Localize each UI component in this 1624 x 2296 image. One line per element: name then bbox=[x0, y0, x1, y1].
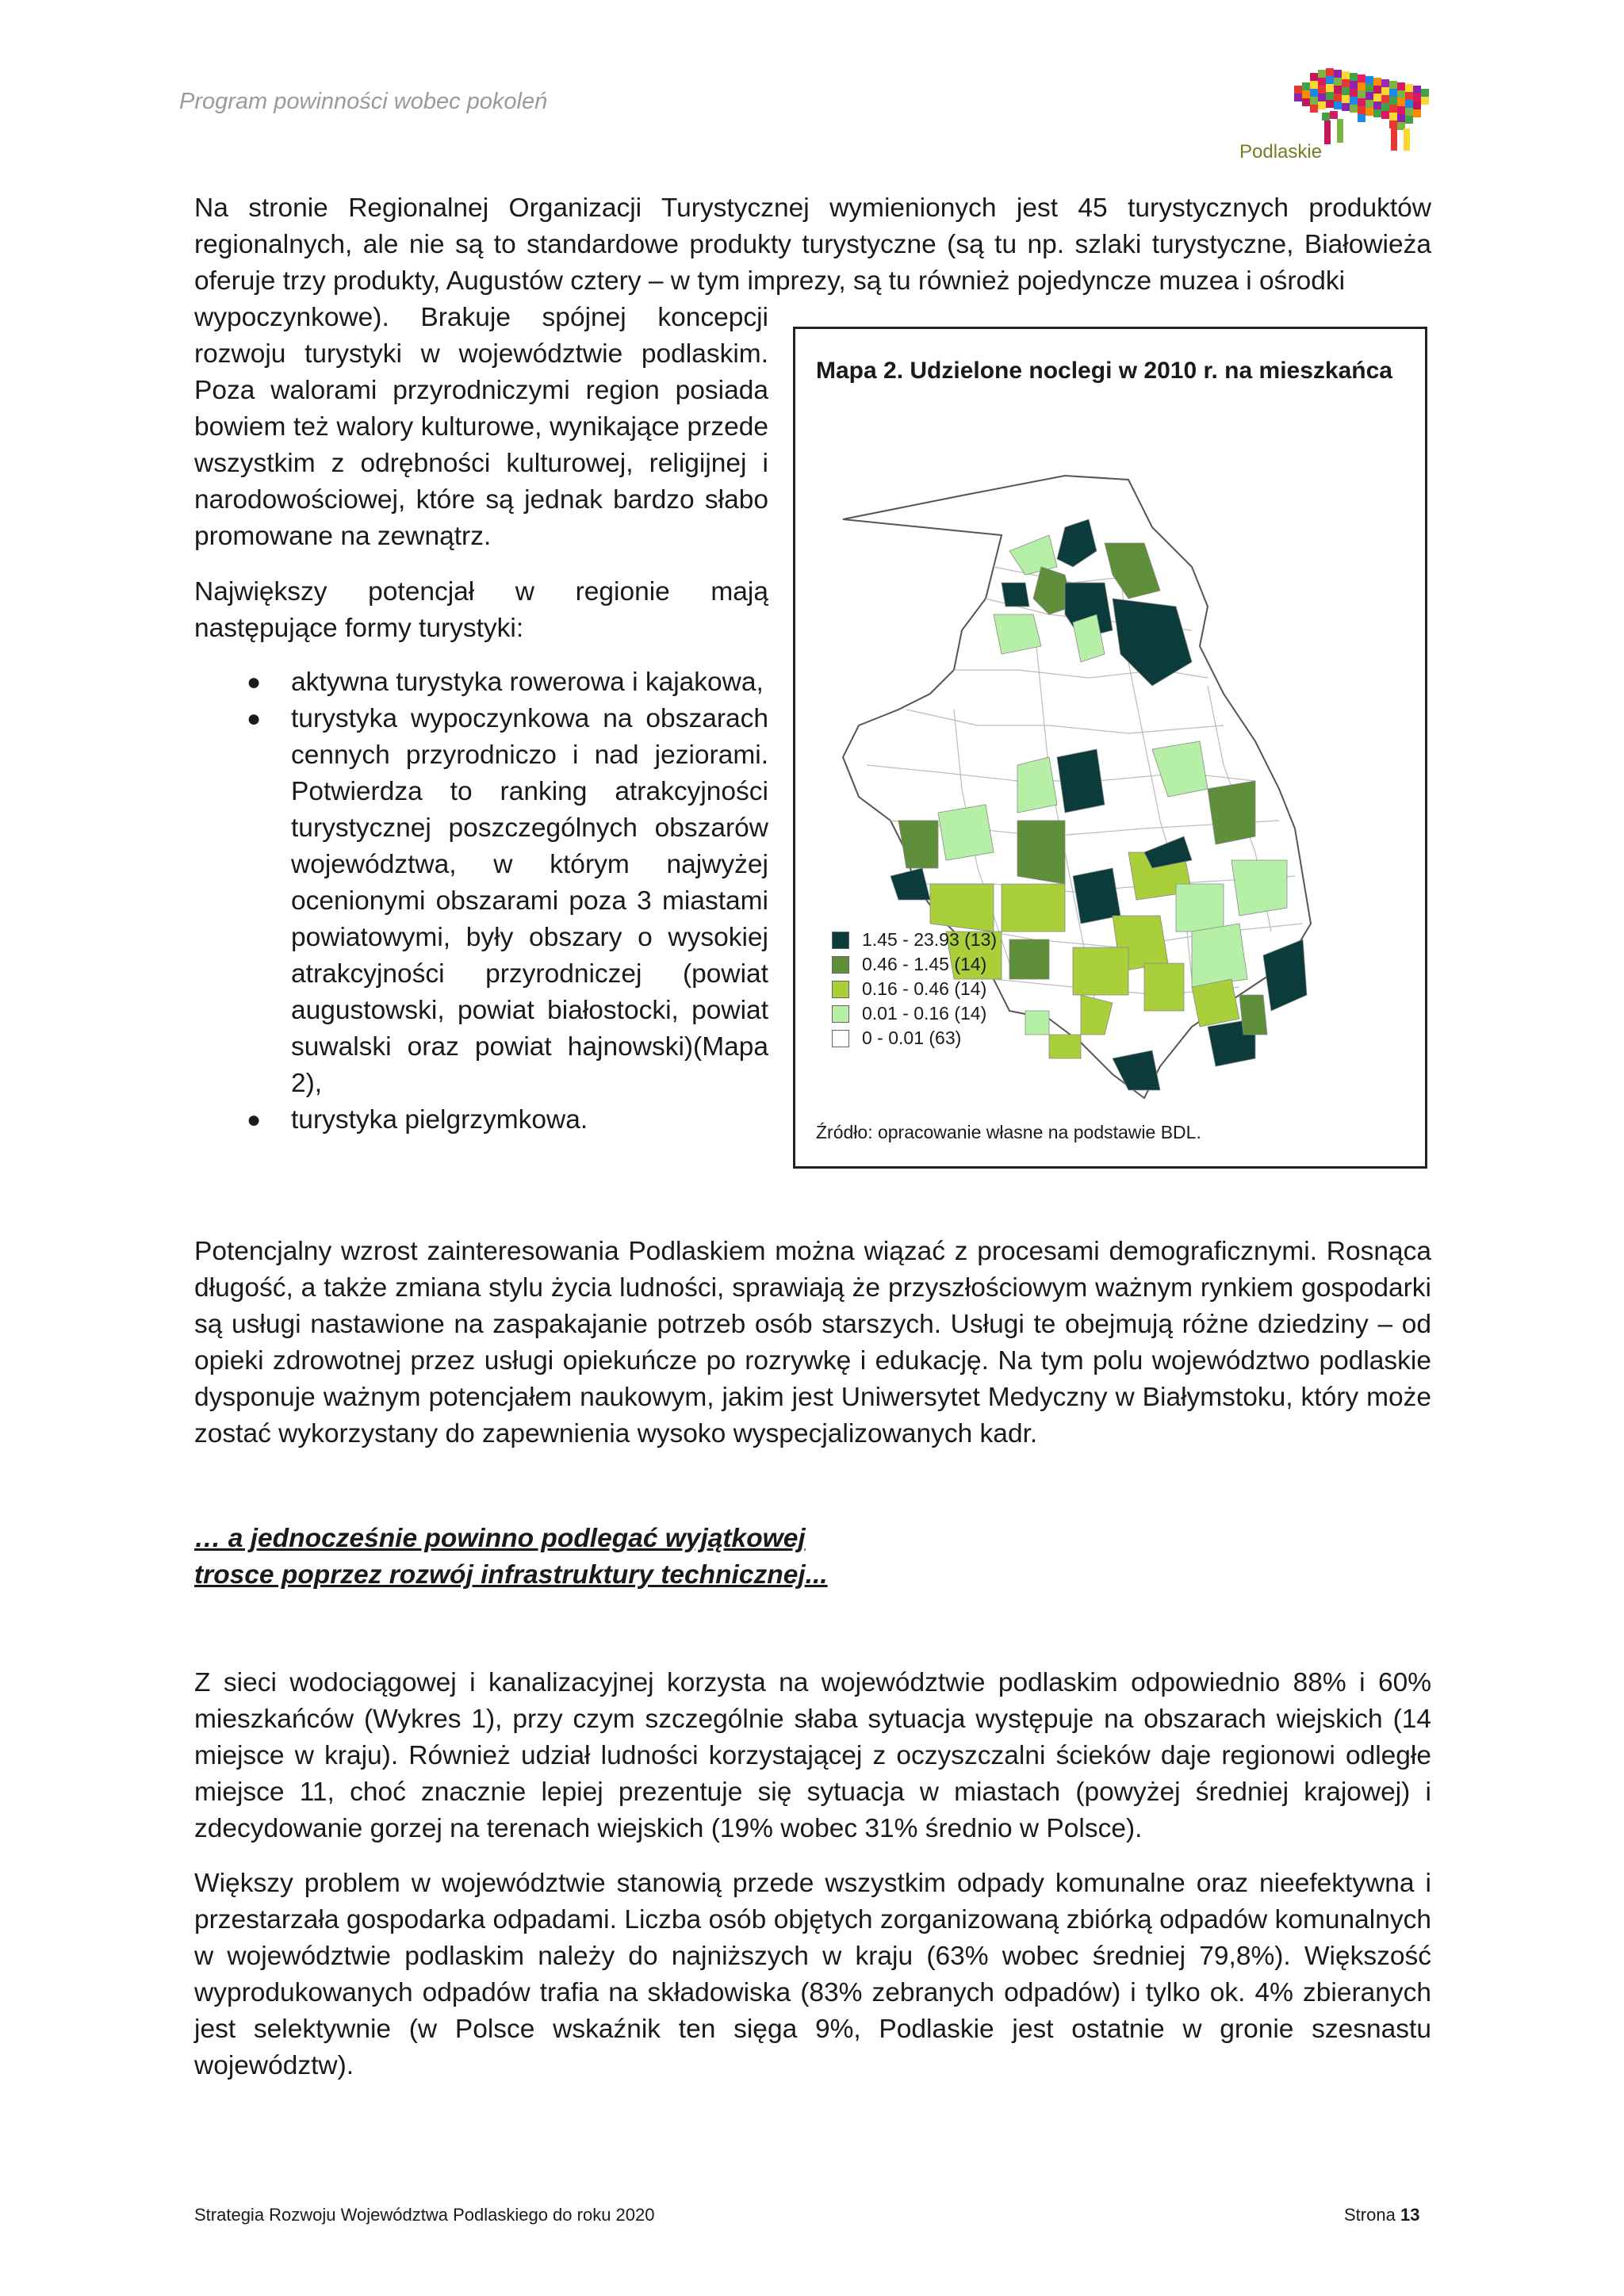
paragraph-waste: Większy problem w województwie stanowią przede wszystkim odpady komunalne oraz nieefektywna i przestarzała gospodarka odpadami. Liczba osób objętych zorganizowaną zbiórką odpadów komunalnych w województwie podlaskim należy do najniższych w kraju (63% wobec średniej 79,8%). Większość wyprodukowanych odpadów trafia na składowiska (83% zebranych odpadów) i tylko ok. 4% zbieranych jest selektywnie (w Polsce wskaźnik ten sięga 9%, Podlaskie jest ostatnie w gronie szesnastu województw). bbox=[194, 1869, 1431, 2080]
legend-entry: 0 - 0.01 (63) bbox=[832, 1026, 997, 1050]
tourism-forms-list bbox=[194, 664, 768, 1138]
footer-document-title: Strategia Rozwoju Województwa Podlaskiego do roku 2020 bbox=[194, 2205, 655, 2225]
legend-entry: 0.46 - 1.45 (14) bbox=[832, 952, 997, 977]
list-item: ● aktywna turystyka rowerowa i kajakowa, bbox=[247, 668, 764, 697]
map-title: Mapa 2. Udzielone noclegi w 2010 r. na mieszkańca bbox=[816, 358, 1392, 384]
legend-swatch bbox=[832, 956, 849, 974]
legend-swatch bbox=[832, 1005, 849, 1023]
legend-swatch bbox=[832, 1030, 849, 1047]
paragraph-demographics: Potencjalny wzrost zainteresowania Podlaskiem można wiązać z procesami demograficznymi. Rosnąca długość, a także zmiana stylu życia ludności, sprawiają że przyszłościowym ważnym rynkiem gospodarki są usługi nastawione na zaspakajanie potrzeb osób starszych. Usługi te obejmują różne dziedziny – od opieki zdrowotnej przez usługi opiekuńcze po rozrywkę i edukację. Na tym polu województwo podlaskie dysponuje ważnym potencjałem naukowym, jakim jest Uniwersytet Medyczny w Białymstoku, który może zostać wykorzystany do zapewnienia wysoko wyspecjalizowanych kadr. bbox=[194, 1237, 1431, 1448]
list-item: ● turystyka wypoczynkowa na obszarach cennych przyrodniczo i nad jeziorami. Potwierdza to ranking atrakcyjności turystycznej poszczególnych obszarów województwa, w którym najwyżej ocenionymi obszarami poza 3 miastami powiatowymi, były obszary o wysokiej atrakcyjności przyrodniczej (powiat augustowski, powiat białostocki, powiat suwalski oraz powiat hajnowski)(Mapa 2), bbox=[247, 704, 768, 1098]
footer-page-number: Strona 13 bbox=[1344, 2205, 1420, 2225]
map-legend bbox=[832, 928, 997, 1050]
list-item: ● turystyka pielgrzymkowa. bbox=[247, 1105, 588, 1135]
legend-swatch bbox=[832, 932, 849, 949]
legend-entry: 0.16 - 0.46 (14) bbox=[832, 977, 997, 1001]
legend-swatch bbox=[832, 981, 849, 998]
paragraph-intro-full: Na stronie Regionalnej Organizacji Turystycznej wymienionych jest 45 turystycznych produktów regionalnych, ale nie są to standardowe produkty turystyczne (są tu np. szlaki turystyczne, Białowieża oferuje trzy produkty, Augustów cztery – w tym imprezy, są tu również pojedyncze muzea i ośrodki bbox=[194, 193, 1431, 296]
map-source: Źródło: opracowanie własne na podstawie BDL. bbox=[816, 1122, 1201, 1142]
legend-entry: 0.01 - 0.16 (14) bbox=[832, 1001, 997, 1026]
running-header: Program powinności wobec pokoleń bbox=[179, 89, 548, 114]
paragraph-potential: Największy potencjał w regionie mają następujące formy turystyki: bbox=[194, 577, 768, 643]
map-figure bbox=[793, 327, 1427, 1169]
section-heading: … a jednocześnie powinno podlegać wyjątkowej trosce poprzez rozwój infrastruktury technicznej... bbox=[194, 1524, 828, 1590]
paragraph-water-sewage: Z sieci wodociągowej i kanalizacyjnej korzysta na województwie podlaskim odpowiednio 88% i 60% mieszkańców (Wykres 1), przy czym szczególnie słaba sytuacja występuje na obszarach wiejskich (14 miejsce w kraju). Również udział ludności korzystającej z oczyszczalni ścieków daje regionowi odległe miejsce 11, choć znacznie lepiej prezentuje się sytuacja w miastach (powyżej średniej krajowej) i zdecydowanie gorzej na terenach wiejskich (19% wobec 31% średnio w Polsce). bbox=[194, 1668, 1431, 1843]
logo-wordmark: Podlaskie bbox=[1239, 141, 1323, 163]
legend-entry: 1.45 - 23.93 (13) bbox=[832, 928, 997, 952]
paragraph-intro-narrow: wypoczynkowe). Brakuje spójnej koncepcji rozwoju turystyki w województwie podlaskim. Poza walorami przyrodniczymi region posiada bowiem też walory kulturowe, wynikające przede wszystkim z odrębności kulturowej, religijnej i narodowościowej, które są jednak bardzo słabo promowane na zewnątrz. bbox=[194, 303, 768, 551]
